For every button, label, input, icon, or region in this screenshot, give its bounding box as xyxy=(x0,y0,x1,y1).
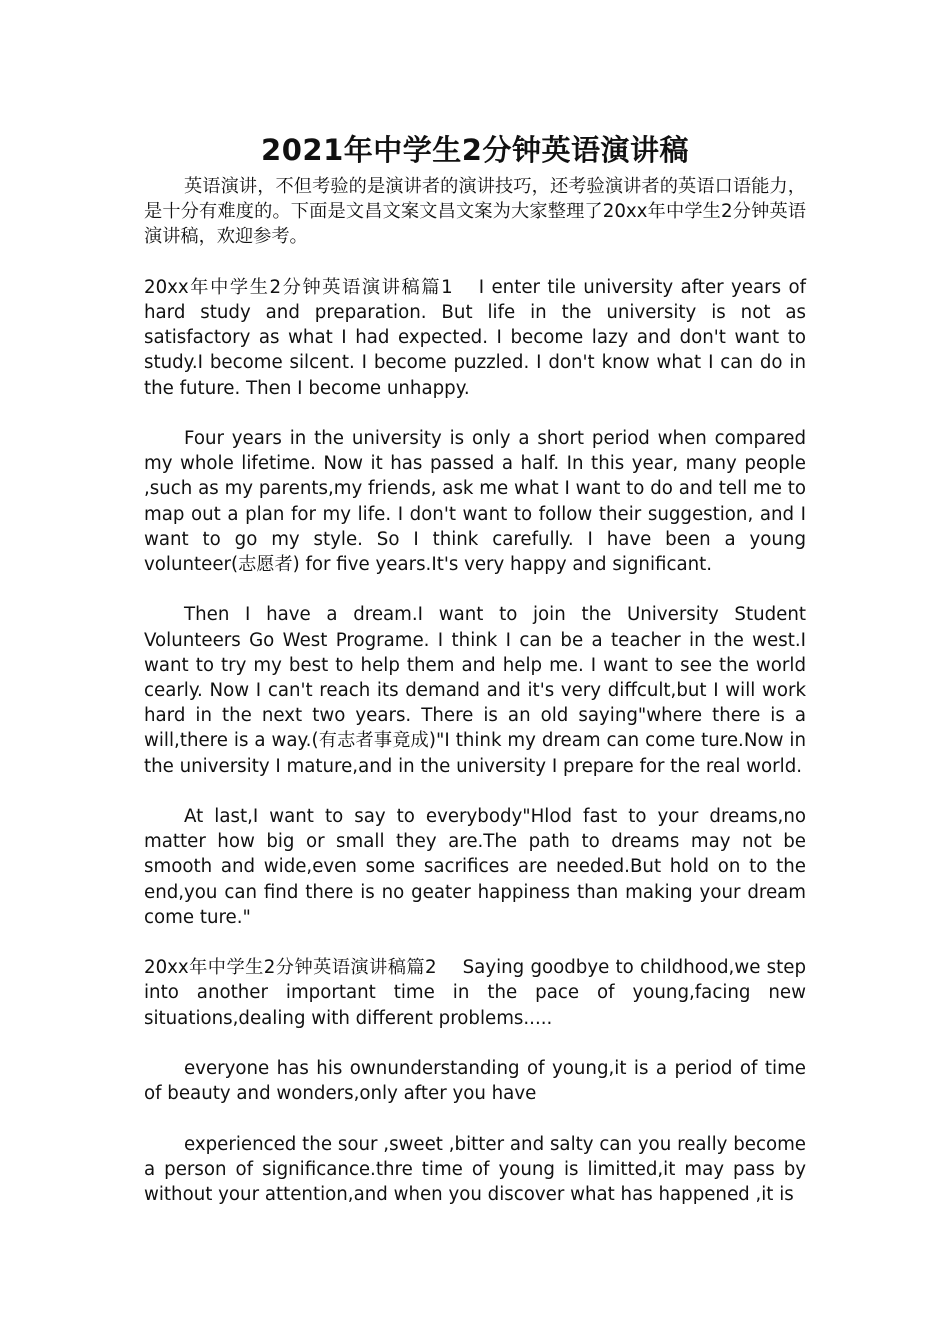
paragraph-gap xyxy=(144,779,806,804)
intro-paragraph: 英语演讲，不但考验的是演讲者的演讲技巧，还考验演讲者的英语口语能力，是十分有难度的。下面是文昌文案文昌文案为大家整理了20xx年中学生2分钟英语演讲稿，欢迎参考。 xyxy=(144,176,806,248)
paragraph-gap xyxy=(144,401,806,426)
paragraph-gap xyxy=(144,1031,806,1056)
section2-heading: 20xx年中学生2分钟英语演讲稿篇2 xyxy=(144,957,437,979)
paragraph-gap xyxy=(144,930,806,955)
section2-paragraph-2: everyone has his ownunderstanding of young,it is a period of time of beauty and wonders,only after you have xyxy=(144,1058,806,1105)
section1-heading: 20xx年中学生2分钟英语演讲稿篇1 xyxy=(144,276,453,298)
page-title: 2021年中学生2分钟英语演讲稿 xyxy=(261,133,689,167)
section1-lead-paragraph xyxy=(144,275,806,401)
section2-lead-text: Saying goodbye to childhood,we step into another important time in the pace of young,facing new situations,dealing with different problems..... xyxy=(144,957,806,1029)
section2-paragraph-3: experienced the sour ,sweet ,bitter and salty can you really become a person of significance.thre time of young is limitted,it may pass by without your attention,and when you discover what has happened ,it is xyxy=(144,1133,806,1206)
paragraph-gap xyxy=(144,577,806,602)
section1-paragraph-4: At last,I want to say to everybody"Hlod fast to your dreams,no matter how big or small they are.The path to dreams may not be smooth and wide,even some sacrifices are needed.But hold on to the end,you can find there is no geater happiness than making your dream come ture." xyxy=(144,806,806,928)
paragraph-gap xyxy=(144,1106,806,1131)
section1-lead-text: I enter tile university after years of hard study and preparation. But life in the university is not as satisfactory as what I had expected. I become lazy and don't want to study.I become silcent. I become puzzled. I don't know what I can do in the future. Then I become unhappy. xyxy=(144,276,806,399)
section1-paragraph-3: Then I have a dream.I want to join the University Student Volunteers Go West Programe. I think I can be a teacher in the west.I want to try my best to help them and help me. I want to see the world cearly. Now I can't reach its demand and it's very diffcult,but I will work hard in the next two years. There is an old saying"where there is a will,there is a way.(有志者事竟成)"I think my dream can come ture.Now in the university I mature,and in the university I prepare for the real world. xyxy=(144,604,806,777)
section1-paragraph-2: Four years in the university is only a short period when compared my whole lifetime. Now it has passed a half. In this year, many people ,such as my parents,my friends, ask me what I want to do and tell me to map out a plan for my life. I don't want to follow their suggestion, and I want to go my style. So I think carefully. I have been a young volunteer(志愿者) for five years.It's very happy and significant. xyxy=(144,428,806,576)
paragraph-gap xyxy=(144,250,806,275)
document-page xyxy=(144,128,806,1207)
section2-lead-paragraph xyxy=(144,955,806,1031)
